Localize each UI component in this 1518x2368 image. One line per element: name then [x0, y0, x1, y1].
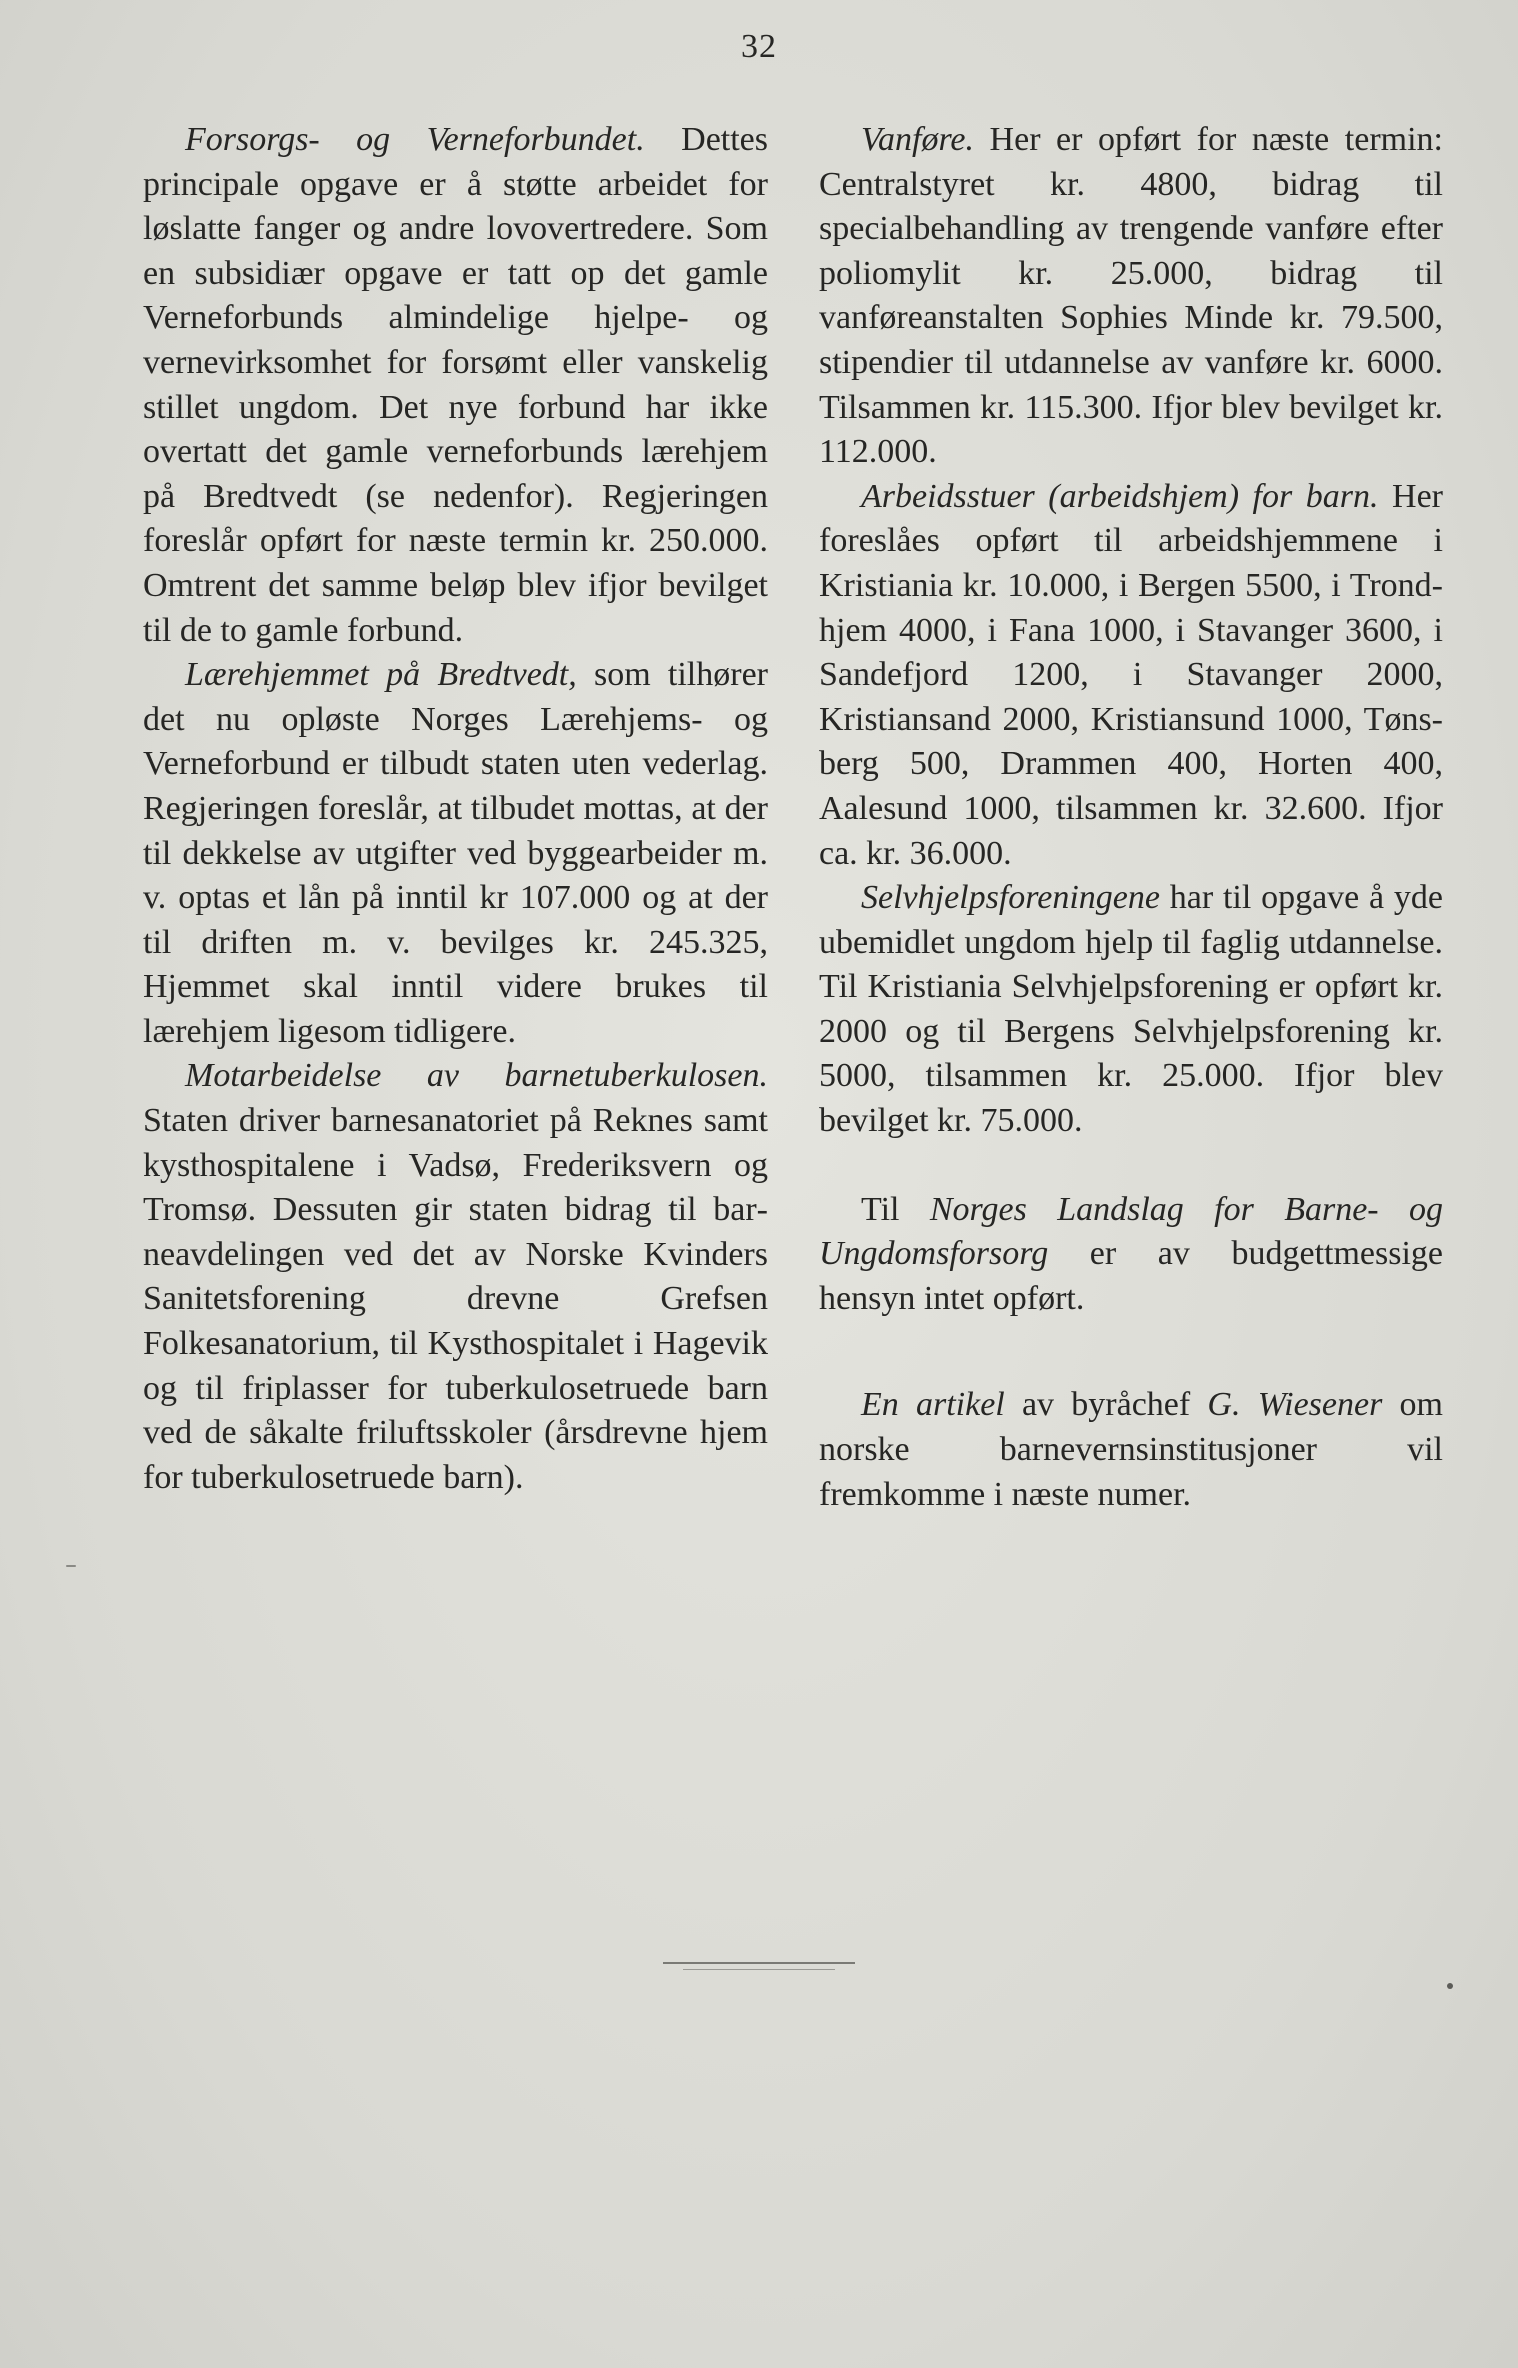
page-number: 32 — [741, 28, 777, 65]
left-column — [143, 118, 768, 1500]
paragraph-text: som tilhører det nu opløste Norges Lærehjems- og Verneforbund er tilbudt staten uten vederlag. Regjeringen foreslår, at tilbudet mottas, at der til dekkelse av utgifter ved byggearbeider m. v. optas et lån på inntil kr 107.000 og at der til driften m. v. bevilges kr. 245.325, Hjemmet skal inntil videre brukes til lærehjem ligesom tidligere. — [143, 656, 768, 1050]
paragraph-vanfoere — [819, 118, 1443, 475]
paragraph-en-artikel — [819, 1383, 1443, 1517]
right-column — [819, 118, 1443, 1517]
paragraph-selvhjelpsforeningene — [819, 876, 1443, 1144]
paragraph-text: om norske barnevernsinstitusjoner vil fremkomme i næste numer. — [819, 1386, 1443, 1513]
print-mark — [66, 1565, 76, 1567]
paragraph-text: Dettes principale opgave er å støtte arbeidet for løslatte fanger og andre lovovertredere. Som en subsidiær opgave er tatt op det gamle Verneforbunds almindelige hjelpe- og vernevirksomhet for forsømt eller vanskelig stillet ungdom. Det nye forbund har ikke overtatt det gamle verneforbunds lærehjem på Bredtvedt (se nedenfor). Regjeringen foreslår opført for næste termin kr. 250.000. Omtrent det samme beløp blev ifjor bevilget til de to gamle forbund. — [143, 121, 768, 649]
paragraph-laerehjemmet-paa-bredtvedt — [143, 653, 768, 1054]
section-heading: Motarbeidelse av barnetuberkulosen. — [185, 1057, 768, 1095]
paragraph-text: Her er opført for næste termin: Centralstyret kr. 4800, bidrag til specialbehandling av trengende vanføre efter poliomylit kr. 25.000, bidrag til vanføreanstalten Sophies Minde kr. 79.500, stipendier til utdannelse av vanføre kr. 6000. Tilsammen kr. 115.300. Ifjor blev bevilget kr. 112.000. — [819, 121, 1443, 471]
paragraph-text: har til opgave å yde ubemidlet ungdom hjelp til faglig utdannelse. Til Kristiania Selvhjelpsforening er opført kr. 2000 og til Bergens Selvhjelpsforening kr. 5000, tilsammen kr. 25.000. Ifjor blev bevilget kr. 75.000. — [819, 879, 1443, 1140]
paragraph-text: av byråchef — [1004, 1386, 1208, 1424]
end-rule — [663, 1962, 855, 1964]
paragraph-text: er av budgettmessige hensyn intet opført. — [819, 1235, 1443, 1317]
paragraph-norges-landslag — [819, 1188, 1443, 1322]
author-name: G. Wiesener — [1207, 1386, 1383, 1424]
paragraph-lead: Til — [861, 1190, 930, 1228]
end-rule-thin — [683, 1969, 835, 1970]
section-heading: Arbeidsstuer (arbeidshjem) for barn. — [861, 477, 1379, 515]
paragraph-text: Her foreslåes opført til arbeidshjemmene i Kristiania kr. 10.000, i Bergen 5500, i Trondhjem 4000, i Fana 1000, i Stavanger 3600, i Sandefjord 1200, i Stavanger 2000, Kristiansand 2000, Kristiansund 1000, Tønsberg 500, Drammen 400, Horten 400, Aalesund 1000, tilsammen kr. 32.600. Ifjor ca. kr. 36.000. — [819, 477, 1443, 872]
paragraph-text: Staten driver barnesanatoriet på Reknes samt kysthospitalene i Vadsø, Frederiksvern og Tromsø. Dessuten gir staten bidrag til barneavdelingen ved det av Norske Kvinders Sanitetsforening drevne Grefsen Folkesanatorium, til Kysthospitalet i Hagevik og til friplasser for tuberkulosetruede barn ved de såkalte friluftsskoler (årsdrevne hjem for tuberkulosetruede barn). — [143, 1102, 768, 1496]
paragraph-arbeidsstuer — [819, 475, 1443, 876]
section-heading: Vanføre. — [861, 121, 975, 158]
section-heading: Forsorgs- og Verneforbundet. — [185, 121, 645, 158]
paragraph-motarbeidelse-av-barnetuberkulosen — [143, 1054, 768, 1500]
organisation-name: Norges Landslag for Barne- og Ungdomsforsorg — [819, 1190, 1443, 1273]
print-speck — [1447, 1983, 1453, 1989]
paragraph-forsorgs-og-verneforbundet — [143, 118, 768, 653]
section-heading: Lærehjemmet på Bredtvedt, — [185, 656, 577, 694]
section-heading: En artikel — [861, 1386, 1005, 1424]
section-heading: Selvhjelpsforeningene — [861, 879, 1160, 917]
